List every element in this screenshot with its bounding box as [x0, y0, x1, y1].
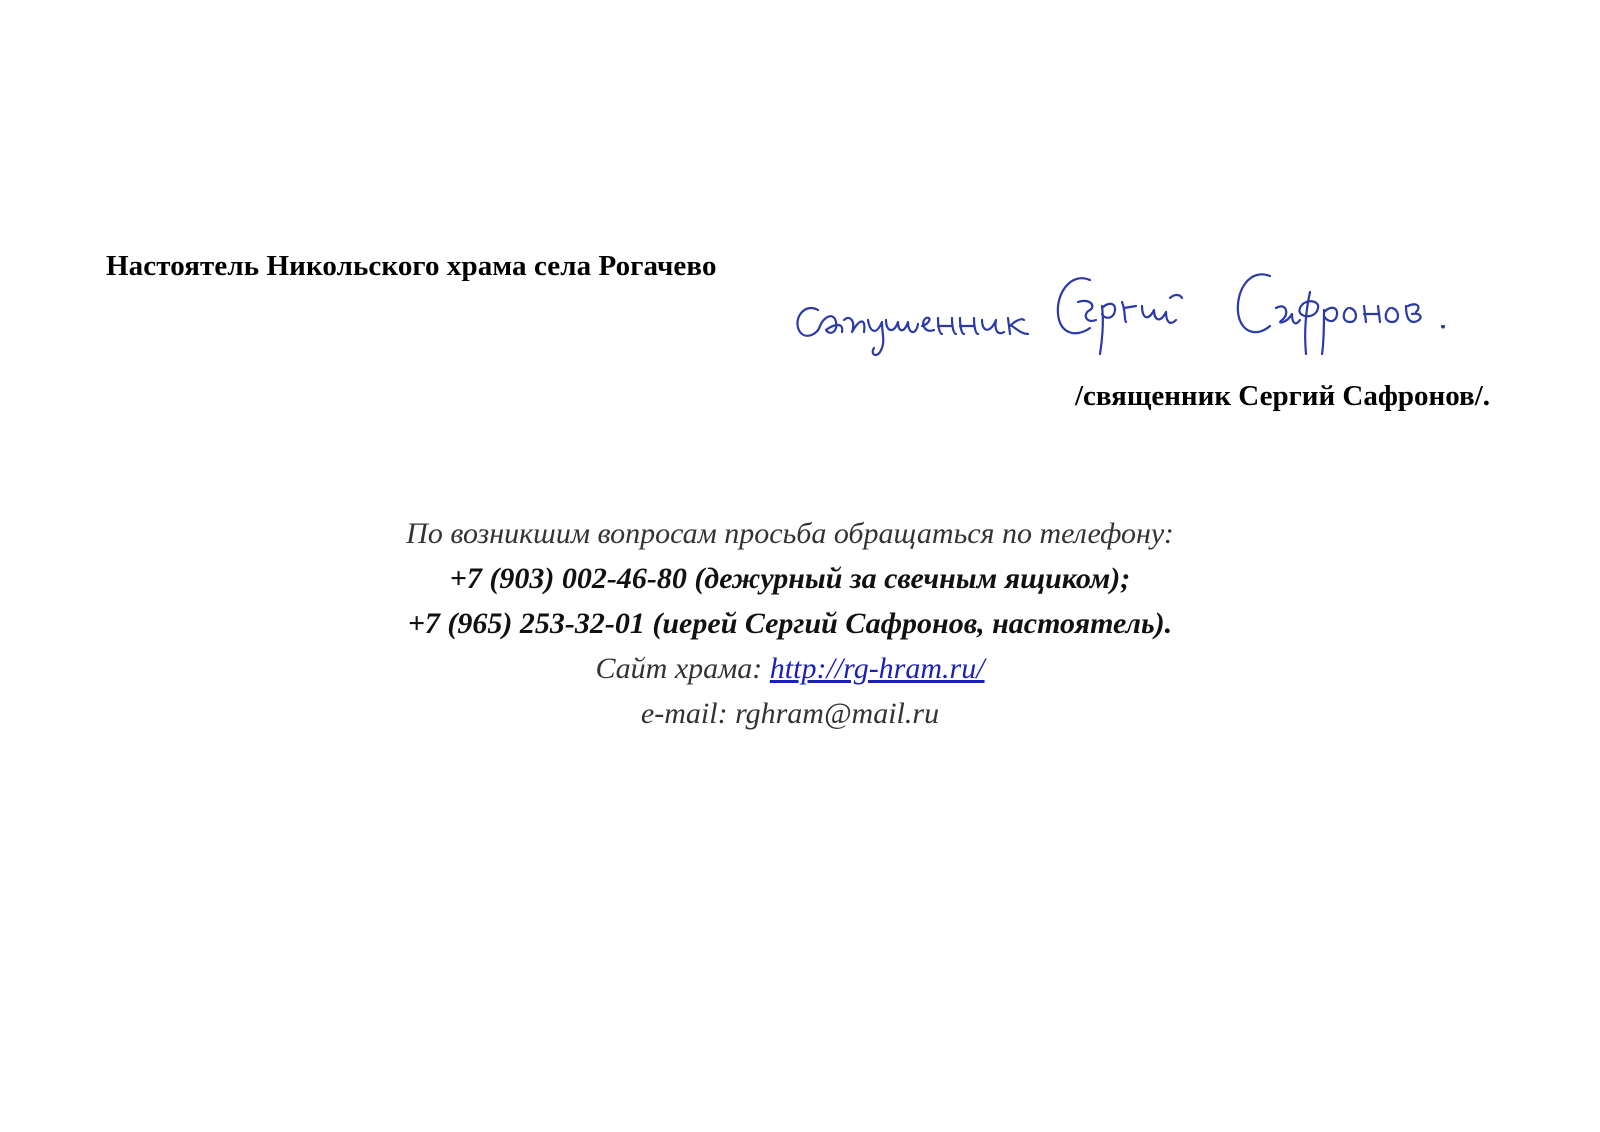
- signer-name: /священник Сергий Сафронов/.: [1074, 380, 1490, 412]
- contacts-block: [0, 511, 1580, 736]
- email-label: e-mail:: [640, 697, 736, 730]
- site-link[interactable]: http://rg-hram.ru/: [769, 652, 985, 685]
- site-label: Сайт храма:: [595, 652, 770, 685]
- handwritten-signature: [790, 262, 1490, 362]
- rector-title: Настоятель Никольского храма села Рогачево: [106, 250, 717, 282]
- contacts-intro: По возникшим вопросам просьба обращаться по телефону:: [406, 517, 1174, 550]
- phone-rector: +7 (965) 253-32-01 (иерей Сергий Сафронов, настоятель).: [407, 607, 1173, 640]
- email-address: rghram@mail.ru: [735, 697, 940, 730]
- site-line: [0, 646, 1580, 691]
- email-line: [0, 691, 1580, 736]
- phone-duty: +7 (903) 002-46-80 (дежурный за свечным ящиком);: [449, 562, 1131, 595]
